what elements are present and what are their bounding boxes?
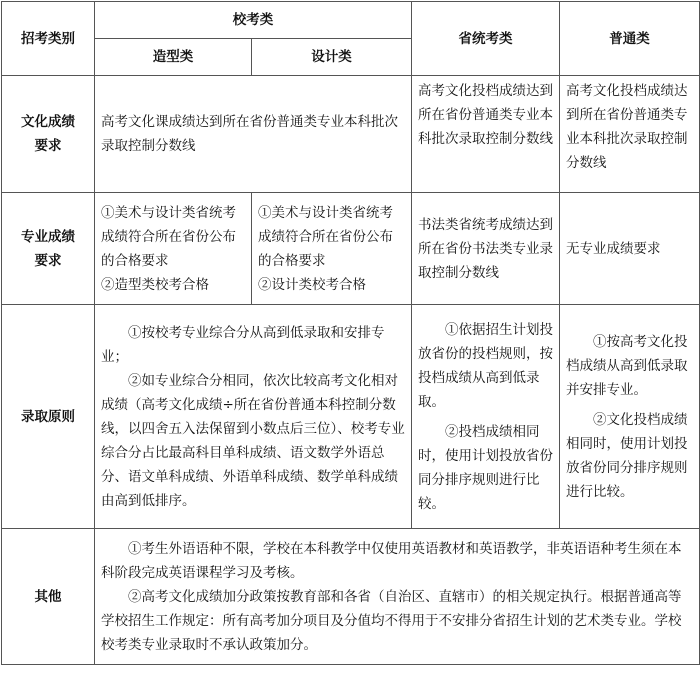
admission-requirements-table: [1, 1, 700, 665]
row-label-major: [2, 193, 95, 305]
major-general-cell: 无专业成绩要求: [560, 193, 700, 305]
major-design-cell: [252, 193, 412, 305]
row-label-culture: [2, 76, 95, 193]
admission-general-rule-1: ①按高考文化投档成绩从高到低录取并安排专业。: [566, 333, 688, 398]
major-provincial-cell: 书法类省统考成绩达到所在省份书法类专业录取控制分数线: [412, 193, 560, 305]
row-label-culture-line1: 文化成绩: [21, 114, 75, 130]
row-label-admission: 录取原则: [2, 305, 95, 529]
culture-general-cell: 高考文化投档成绩达到所在省份普通类专业本科批次录取控制分数线: [560, 76, 700, 193]
major-modeling-item-1: ①美术与设计类省统考成绩符合所在省份公布的合格要求: [101, 204, 236, 269]
row-label-major-line2: 要求: [34, 252, 62, 269]
admission-school-cell: [95, 305, 412, 529]
major-modeling-item-2: ②造型类校考合格: [101, 276, 209, 293]
row-label-culture-line2: 要求: [34, 138, 62, 154]
admission-provincial-cell: [412, 305, 560, 529]
major-design-item-1: ①美术与设计类省统考成绩符合所在省份公布的合格要求: [258, 204, 393, 269]
header-school-exam: 校考类: [95, 2, 412, 39]
header-provincial: 省统考类: [412, 2, 560, 76]
row-label-other: 其他: [2, 529, 95, 665]
admission-school-rule-2: ②如专业综合分相同，依次比较高考文化相对成绩（高考文化成绩÷所在省份普通本科控制分数线，以四舍五入法保留到小数点后三位）、校考专业综合分占比最高科目单科成绩、语文数学外语总分、语文单科成绩、外语单科成绩、数学单科成绩由高到低排序。: [101, 372, 405, 509]
admission-provincial-rule-1: ①依据招生计划投放省份的投档规则，按投档成绩从高到低录取。: [418, 321, 553, 410]
other-cell: [95, 529, 700, 665]
admission-general-cell: [560, 305, 700, 529]
other-note-2: ②高考文化成绩加分政策按教育部和各省（自治区、直辖市）的相关规定执行。根据普通高等学校招生工作规定：所有高考加分项目及分值均不得用于不安排分省招生计划的艺术类专业。学校校考类专业录取时不承认政策加分。: [101, 588, 682, 653]
major-modeling-cell: [95, 193, 252, 305]
header-design: 设计类: [252, 39, 412, 76]
header-category: 招考类别: [2, 2, 95, 76]
admission-general-rule-2: ②文化投档成绩相同时，使用计划投放省份同分排序规则进行比较。: [566, 411, 688, 500]
row-label-major-line1: 专业成绩: [21, 228, 75, 245]
header-modeling: 造型类: [95, 39, 252, 76]
admission-school-rule-1: ①按校考专业综合分从高到低录取和安排专业；: [101, 324, 385, 365]
admission-provincial-rule-2: ②投档成绩相同时，使用计划投放省份同分排序规则进行比较。: [418, 423, 553, 512]
culture-provincial-cell: 高考文化投档成绩达到所在省份普通类专业本科批次录取控制分数线: [412, 76, 560, 193]
header-general: 普通类: [560, 2, 700, 76]
other-note-1: ①考生外语语种不限，学校在本科教学中仅使用英语教材和英语教学，非英语语种考生须在本科阶段完成英语课程学习及考核。: [101, 540, 682, 581]
major-design-item-2: ②设计类校考合格: [258, 276, 366, 293]
culture-school-cell: 高考文化课成绩达到所在省份普通类专业本科批次录取控制分数线: [95, 76, 412, 193]
